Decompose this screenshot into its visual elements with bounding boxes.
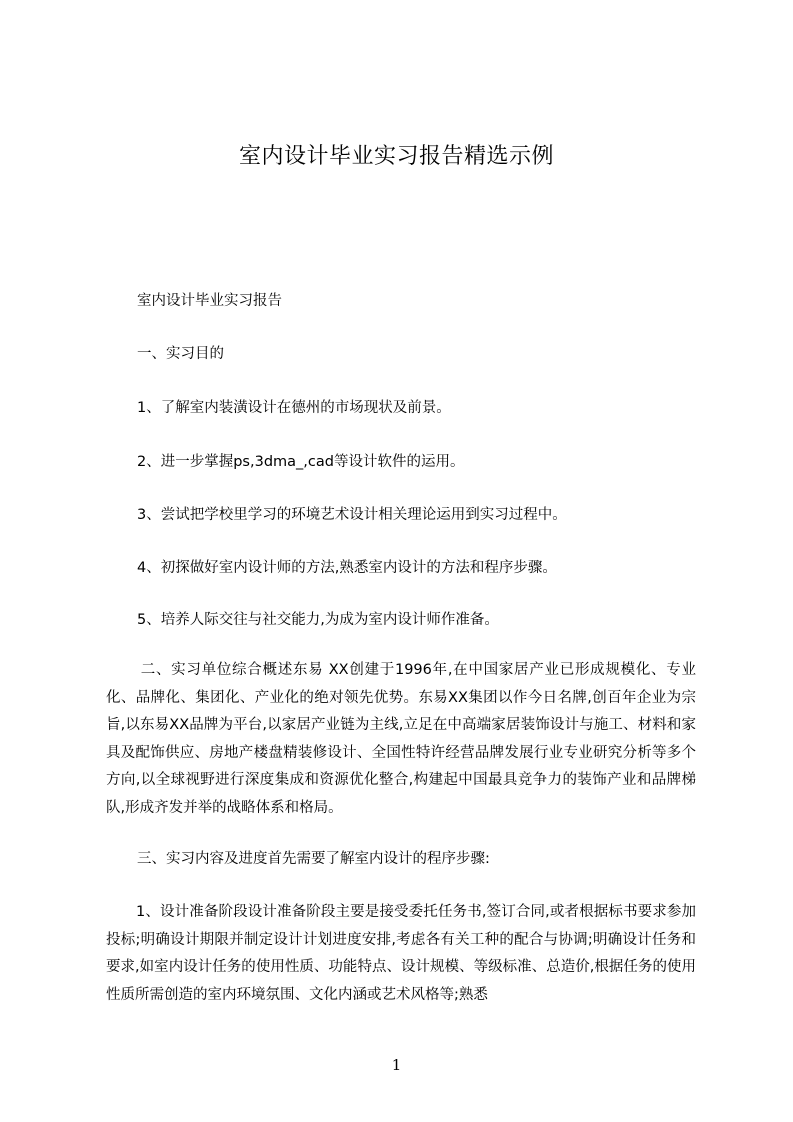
design-step-paragraph — [106, 899, 696, 1009]
goal-item-1: 1、了解室内装潢设计在德州的市场现状及前景。 — [137, 400, 451, 416]
section-heading-goals: 一、实习目的 — [137, 346, 224, 362]
company-overview-text: 二、实习单位综合概述东易 XX创建于1996年,在中国家居产业已形成规模化、专业化、品牌化、集团化、产业化的绝对领先优势。东易XX集团以作今日名牌,创百年企业为宗旨,以东易XX品牌为平台,以家居产业链为主线,立足在中高端家居装饰设计与施工、材料和家具及配饰供应、房地产楼盘精装修设计、全国性特许经营品牌发展行业专业研究分析等多个方向,以全球视野进行深度集成和资源优化整合,构建起中国最具竞争力的装饰产业和品牌梯队,形成齐发并举的战略体系和格局。 — [106, 662, 696, 816]
page-number: 1 — [391, 1056, 402, 1074]
design-step-text: 1、设计准备阶段设计准备阶段主要是接受委托任务书,签订合同,或者根据标书要求参加投标;明确设计期限并制定设计计划进度安排,考虑各有关工种的配合与协调;明确设计任务和要求,如室内设计任务的使用性质、功能特点、设计规模、等级标准、总造价,根据任务的使用性质所需创造的室内环境氛围、文化内涵或艺术风格等;熟悉 — [106, 904, 696, 1003]
report-subtitle: 室内设计毕业实习报告 — [137, 293, 282, 309]
goal-item-3: 3、尝试把学校里学习的环境艺术设计相关理论运用到实习过程中。 — [137, 507, 567, 523]
goal-item-4: 4、初探做好室内设计师的方法,熟悉室内设计的方法和程序步骤。 — [137, 560, 557, 576]
company-overview-paragraph — [106, 657, 696, 823]
goal-item-2: 2、进一步掌握ps,3dma_,cad等设计软件的运用。 — [137, 454, 465, 470]
document-title: 室内设计毕业实习报告精选示例 — [238, 144, 554, 169]
goal-item-5: 5、培养人际交往与社交能力,为成为室内设计师作准备。 — [137, 612, 499, 628]
section-heading-content: 三、实习内容及进度首先需要了解室内设计的程序步骤: — [137, 851, 490, 867]
